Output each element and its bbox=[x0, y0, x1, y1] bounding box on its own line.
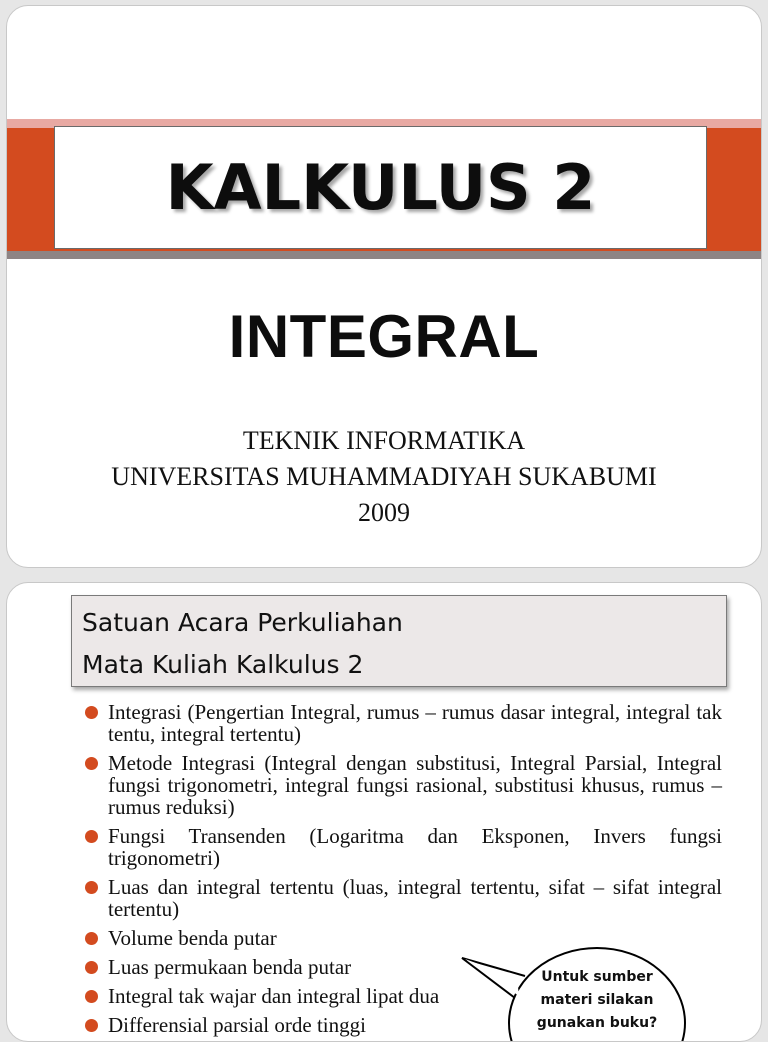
slide-title: KALKULUS 2 bbox=[165, 151, 596, 224]
list-item: Differensial parsial orde tinggi bbox=[85, 1014, 722, 1036]
list-item: Integral tak wajar dan integral lipat dua bbox=[85, 985, 722, 1007]
university-label: UNIVERSITAS MUHAMMADIYAH SUKABUMI bbox=[111, 462, 657, 491]
callout-line-1: Untuk sumber bbox=[541, 969, 653, 985]
syllabus-header bbox=[71, 595, 727, 687]
title-box bbox=[54, 126, 707, 249]
speech-bubble-callout bbox=[457, 938, 727, 1042]
header-line-2: Mata Kuliah Kalkulus 2 bbox=[82, 650, 364, 679]
department-label: TEKNIK INFORMATIKA bbox=[242, 426, 526, 455]
year-label: 2009 bbox=[358, 498, 410, 527]
list-item: Volume benda putar bbox=[85, 927, 722, 949]
callout-line-2: materi silakan bbox=[540, 992, 654, 1008]
callout-line-3: gunakan buku? bbox=[536, 1015, 658, 1031]
institution-info bbox=[7, 423, 761, 531]
syllabus-slide bbox=[6, 582, 762, 1042]
decorative-band-dark bbox=[7, 251, 761, 259]
list-item: Luas dan integral tertentu (luas, integral tertentu, sifat – sifat integral tertentu) bbox=[85, 876, 722, 920]
list-item: Metode Integrasi (Integral dengan substitusi, Integral Parsial, Integral fungsi trigonometri, integral fungsi rasional, substitusi khusus, rumus – rumus reduksi) bbox=[85, 752, 722, 818]
header-line-1: Satuan Acara Perkuliahan bbox=[82, 608, 403, 637]
title-slide bbox=[6, 5, 762, 568]
list-item: Fungsi Transenden (Logaritma dan Eksponen, Invers fungsi trigonometri) bbox=[85, 825, 722, 869]
slide-subtitle: INTEGRAL bbox=[228, 303, 540, 370]
list-item: Integrasi (Pengertian Integral, rumus – rumus dasar integral, integral tak tentu, integral tertentu) bbox=[85, 701, 722, 745]
callout-text bbox=[517, 966, 677, 1035]
list-item: Luas permukaan benda putar bbox=[85, 956, 722, 978]
